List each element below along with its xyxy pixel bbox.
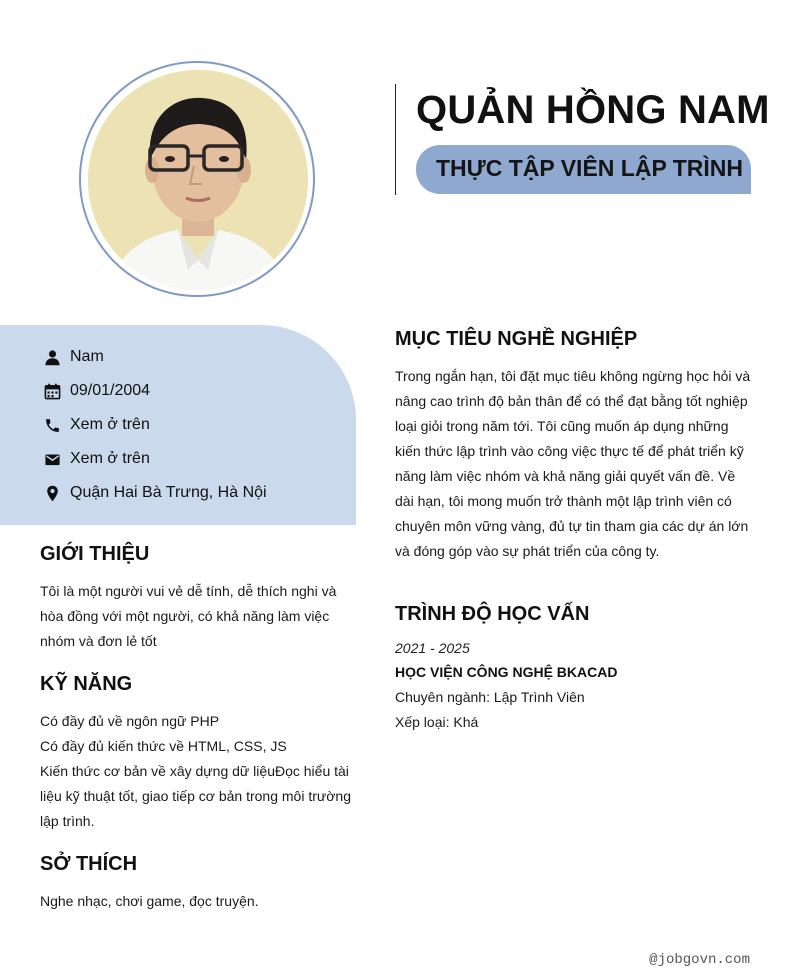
education-major: Chuyên ngành: Lập Trình Viên xyxy=(395,689,585,705)
skill-item: Có đầy đủ kiến thức về HTML, CSS, JS xyxy=(40,738,287,754)
phone-icon xyxy=(44,417,61,434)
contact-phone-value: Xem ở trên xyxy=(70,416,150,433)
contact-birthday xyxy=(44,379,150,403)
intro-text: Tôi là một người vui vẻ dễ tính, dễ thích nghi và hòa đồng với một người, có khả năng làm việc nhóm và đơn lẻ tốt xyxy=(40,583,337,649)
education-school: HỌC VIỆN CÔNG NGHỆ BKACAD xyxy=(395,664,618,680)
hobbies-title: SỞ THÍCH xyxy=(40,853,138,875)
role-badge: THỰC TẬP VIÊN LẬP TRÌNH xyxy=(416,145,751,194)
watermark: @jobgovn.com xyxy=(649,952,750,968)
candidate-name: QUẢN HỒNG NAM xyxy=(416,88,770,132)
skills-title: KỸ NĂNG xyxy=(40,673,133,695)
person-icon xyxy=(44,349,61,366)
intro-title: GIỚI THIỆU xyxy=(40,543,150,565)
skill-item: Kiến thức cơ bản về xây dựng dữ liệuĐọc hiểu tài liệu kỹ thuật tốt, giao tiếp cơ bản trong môi trường lập trình. xyxy=(40,763,352,829)
objective-title: MỤC TIÊU NGHỀ NGHIỆP xyxy=(395,328,638,350)
contact-email xyxy=(44,447,150,471)
skill-item: Có đầy đủ về ngôn ngữ PHP xyxy=(40,713,220,729)
contact-address-value: Quận Hai Bà Trưng, Hà Nội xyxy=(70,484,267,501)
education-title: TRÌNH ĐỘ HỌC VẤN xyxy=(395,603,590,625)
contact-phone xyxy=(44,413,150,437)
objective-text: Trong ngắn hạn, tôi đặt mục tiêu không ngừng học hỏi và nâng cao trình độ bản thân để có thể đạt bằng tốt nghiệp loại giỏi trong năm tới. Tôi cũng muốn áp dụng những kiến thức lập trình vào công việc thực tế để phát triển kỹ năng làm việc nhóm và khả năng giải quyết vấn đề. Về dài hạn, tôi mong muốn trở thành một lập trình viên có chuyên môn vững vàng, đủ tự tin tham gia các dự án lớn và đóng góp vào sự phát triển của công ty. xyxy=(395,368,751,559)
contact-gender-value: Nam xyxy=(70,348,104,365)
education-grade: Xếp loại: Khá xyxy=(395,714,479,730)
contact-address xyxy=(44,481,267,505)
calendar-icon xyxy=(44,383,61,400)
contact-panel xyxy=(0,325,356,525)
hobbies-text: Nghe nhạc, chơi game, đọc truyện. xyxy=(40,893,259,909)
contact-birthday-value: 09/01/2004 xyxy=(70,382,151,399)
education-period: 2021 - 2025 xyxy=(395,640,470,656)
mail-icon xyxy=(44,451,61,468)
profile-photo xyxy=(88,70,308,290)
contact-gender xyxy=(44,345,104,369)
skills-list xyxy=(40,709,355,834)
contact-email-value: Xem ở trên xyxy=(70,450,150,467)
location-pin-icon xyxy=(44,485,61,502)
name-block xyxy=(395,84,770,195)
